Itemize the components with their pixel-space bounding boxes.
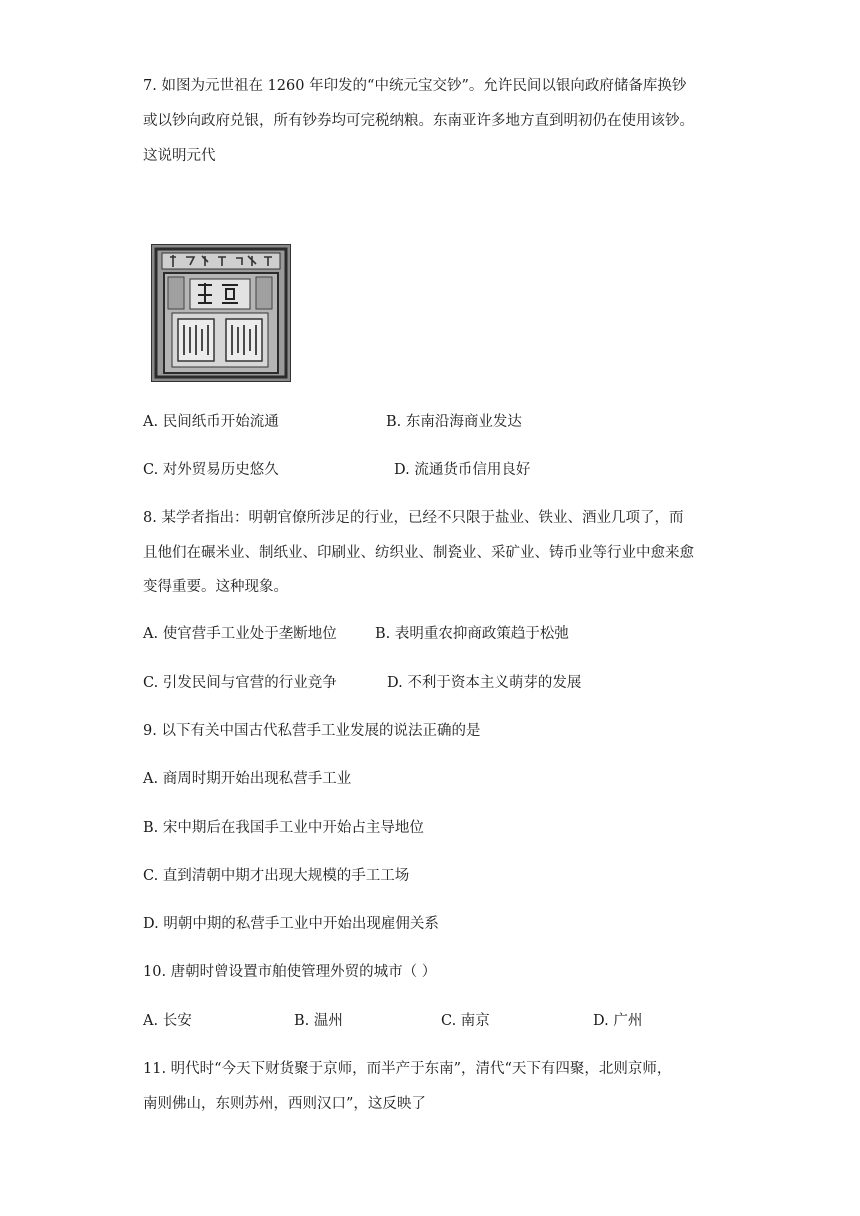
q7-option-a: A. 民间纸币开始流通 [143,414,279,430]
banknote-image [151,244,291,382]
q9-option-c: C. 直到清朝中期才出现大规模的手工工场 [143,868,410,884]
q7-stem-line-3: 这说明元代 [143,148,216,164]
q8-stem-line-2: 且他们在碾米业、制纸业、印刷业、纺织业、制瓷业、采矿业、铸币业等行业中愈来愈 [143,545,694,561]
q9-stem: 9. 以下有关中国古代私营手工业发展的说法正确的是 [143,723,481,739]
q10-option-b: B. 温州 [294,1013,343,1029]
q8-stem-line-3: 变得重要。这种现象。 [143,579,288,595]
q7-stem-line-1: 7. 如图为元世祖在 1260 年印发的“中统元宝交钞”。允许民间以银向政府储备库换钞 [143,78,687,94]
q9-option-d: D. 明朝中期的私营手工业中开始出现雇佣关系 [143,916,439,932]
q8-option-c: C. 引发民间与官营的行业竞争 [143,675,337,691]
q7-option-b: B. 东南沿海商业发达 [386,414,522,430]
q9-option-b: B. 宋中期后在我国手工业中开始占主导地位 [143,820,424,836]
q8-stem-line-1: 8. 某学者指出：明朝官僚所涉足的行业，已经不只限于盐业、铁业、酒业几项了，而 [143,510,684,526]
q8-option-b: B. 表明重农抑商政策趋于松弛 [375,626,569,642]
q7-stem-line-2: 或以钞向政府兑银，所有钞券均可完税纳粮。东南亚许多地方直到明初仍在使用该钞。 [143,113,694,129]
q8-option-d: D. 不利于资本主义萌芽的发展 [387,675,582,691]
q7-option-d: D. 流通货币信用良好 [394,462,531,478]
q7-option-c: C. 对外贸易历史悠久 [143,462,279,478]
q11-stem-line-2: 南则佛山，东则苏州，西则汉口”，这反映了 [143,1096,426,1112]
q10-option-c: C. 南京 [441,1013,490,1029]
q10-option-d: D. 广州 [593,1013,643,1029]
q10-stem: 10. 唐朝时曾设置市舶使管理外贸的城市（ ） [143,964,437,980]
q11-stem-line-1: 11. 明代时“今天下财货聚于京师，而半产于东南”，清代“天下有四聚，北则京师， [143,1061,672,1077]
q10-option-a: A. 长安 [143,1013,192,1029]
q9-option-a: A. 商周时期开始出现私营手工业 [143,771,352,787]
q8-option-a: A. 使官营手工业处于垄断地位 [143,626,337,642]
